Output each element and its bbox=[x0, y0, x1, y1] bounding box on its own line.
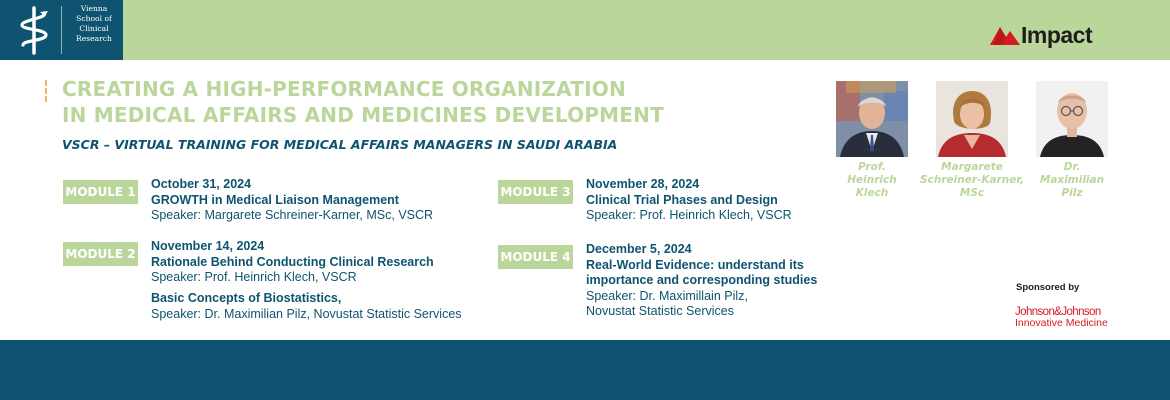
speaker-name-line: Margarete bbox=[941, 161, 1003, 173]
impact-logo-text: Impact bbox=[1021, 22, 1093, 48]
org-name-line: Research bbox=[76, 34, 112, 43]
sponsor-label: Sponsored by bbox=[1016, 282, 1080, 293]
speaker-photo bbox=[1036, 81, 1108, 157]
module-badge: MODULE 3 bbox=[498, 180, 573, 204]
module-speaker: Speaker: Margarete Schreiner-Karner, MSc, VSCR bbox=[151, 208, 434, 222]
module-date: December 5, 2024 bbox=[586, 242, 692, 256]
module-details bbox=[151, 239, 434, 286]
logo-divider bbox=[61, 6, 62, 54]
speaker-name-line: Schreiner-Karner, bbox=[920, 174, 1024, 186]
module-details-part-2 bbox=[151, 291, 462, 322]
speaker-name-line: Pilz bbox=[1061, 187, 1083, 199]
org-name-line: Clinical bbox=[79, 24, 109, 33]
speaker-name-line: MSc bbox=[959, 187, 985, 199]
impact-mountain-icon bbox=[990, 25, 1020, 45]
speaker-name-line: Klech bbox=[855, 187, 889, 199]
module-speaker: Novustat Statistic Services bbox=[586, 304, 734, 318]
speaker-name-line: Dr. bbox=[1063, 161, 1081, 173]
module-badge: MODULE 1 bbox=[63, 180, 138, 204]
module-topic: importance and corresponding studies bbox=[586, 273, 818, 287]
module-speaker: Speaker: Prof. Heinrich Klech, VSCR bbox=[586, 208, 792, 222]
org-name-line: School of bbox=[76, 14, 112, 23]
module-date: November 14, 2024 bbox=[151, 239, 265, 253]
module-topic: GROWTH in Medical Liaison Management bbox=[151, 192, 399, 207]
speaker-card bbox=[836, 81, 908, 199]
speaker-name-line: Heinrich bbox=[847, 174, 897, 186]
page-subtitle: VSCR – VIRTUAL TRAINING FOR MEDICAL AFFAIRS MANAGERS IN SAUDI ARABIA bbox=[62, 137, 618, 152]
module-topic: Basic Concepts of Biostatistics, bbox=[151, 291, 342, 305]
org-name-line: Vienna bbox=[80, 4, 108, 13]
speaker-photo bbox=[836, 81, 908, 157]
title-accent-mark bbox=[45, 80, 49, 102]
module-badge: MODULE 2 bbox=[63, 242, 138, 266]
page-title bbox=[62, 76, 664, 128]
footer-band bbox=[0, 340, 1170, 400]
module-date: October 31, 2024 bbox=[151, 177, 252, 191]
module-speaker: Speaker: Dr. Maximilian Pilz, Novustat Statistic Services bbox=[151, 306, 462, 321]
module-topic: Clinical Trial Phases and Design bbox=[586, 192, 778, 207]
vscr-logo[interactable] bbox=[0, 0, 123, 60]
module-details bbox=[586, 177, 792, 224]
module-date: November 28, 2024 bbox=[586, 177, 700, 191]
speaker-card bbox=[920, 81, 1024, 199]
speaker-photo bbox=[936, 81, 1008, 157]
module-speaker: Speaker: Prof. Heinrich Klech, VSCR bbox=[151, 270, 357, 284]
module-details bbox=[151, 177, 433, 224]
module-topic: Rationale Behind Conducting Clinical Research bbox=[151, 254, 434, 269]
speaker-card bbox=[1036, 81, 1108, 199]
speaker-name-line: Maximilian bbox=[1039, 174, 1105, 186]
module-topic: Real-World Evidence: understand its bbox=[586, 257, 804, 272]
sponsor-logo[interactable] bbox=[1015, 307, 1108, 329]
speaker-name-line: Prof. bbox=[858, 161, 886, 173]
module-speaker: Speaker: Dr. Maximillain Pilz, bbox=[586, 288, 748, 303]
module-details bbox=[586, 242, 817, 320]
org-name bbox=[66, 4, 122, 44]
speaker-name bbox=[1006, 161, 1138, 200]
module-badge: MODULE 4 bbox=[498, 245, 573, 269]
staff-of-asclepius-icon bbox=[14, 5, 54, 55]
title-line: IN MEDICAL AFFAIRS AND MEDICINES DEVELOPMENT bbox=[62, 103, 664, 127]
sponsor-name: Johnson&Johnson bbox=[1015, 306, 1101, 318]
title-line: CREATING A HIGH-PERFORMANCE ORGANIZATION bbox=[62, 77, 626, 101]
sponsor-division: Innovative Medicine bbox=[1015, 317, 1108, 329]
